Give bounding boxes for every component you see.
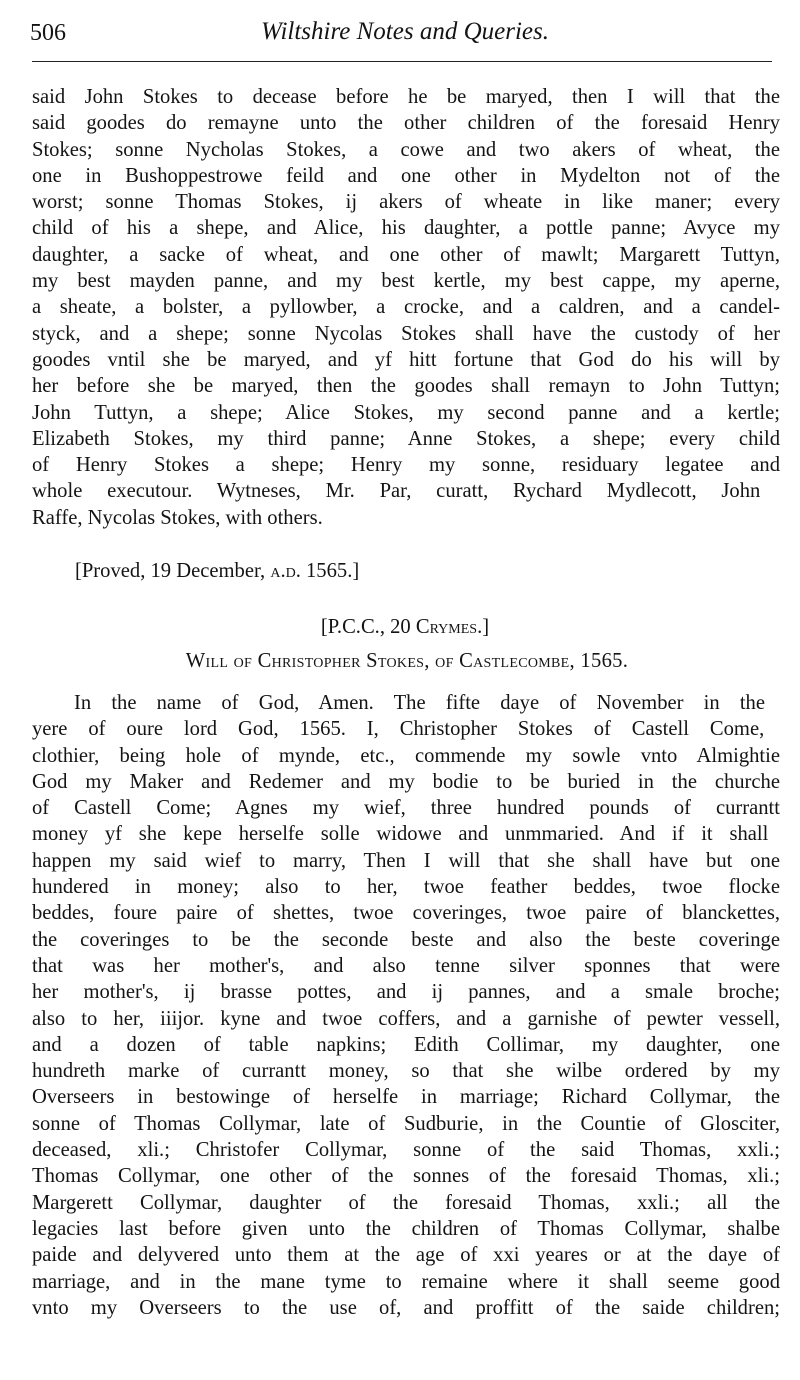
text-line: yere of oure lord God, 1565. I, Christopher Stokes of Castell Come, — [32, 718, 765, 741]
text-line: worst; sonne Thomas Stokes, ij akers of wheate in like maner; every — [32, 191, 780, 214]
text-line: John Tuttyn, a shepe; Alice Stokes, my second panne and a kertle; — [32, 401, 780, 424]
text-line: beddes, foure paire of shettes, twoe coveringes, twoe paire of blanckettes, — [32, 902, 780, 925]
page-number: 506 — [30, 20, 66, 46]
text-line: one in Bushoppestrowe feild and one other in Mydelton not of the — [32, 164, 780, 187]
text-line: said goodes do remayne unto the other children of the foresaid Henry — [32, 112, 780, 135]
court-reference — [0, 614, 800, 640]
text-line: God my Maker and Redemer and my bodie to be buried in the churche — [32, 770, 780, 793]
text-line: vnto my Overseers to the use of, and proffitt of the saide children; — [32, 1296, 780, 1319]
proved-suffix: 1565.] — [300, 560, 360, 582]
reference-text: [P.C.C., 20 Crymes.] — [320, 616, 490, 638]
text-line: the coveringes to be the seconde beste and also the beste coveringe — [32, 928, 780, 951]
text-line: of Castell Come; Agnes my wief, three hundred pounds of currantt — [32, 797, 780, 820]
text-line: deceased, xli.; Christofer Collymar, sonne of the said Thomas, xxli.; — [32, 1139, 780, 1162]
running-title: Wiltshire Notes and Queries. — [261, 18, 549, 45]
text-line: her mother's, ij brasse pottes, and ij pannes, and a smale broche; — [32, 981, 780, 1004]
proved-note — [75, 558, 359, 584]
text-line: Thomas Collymar, one other of the sonnes of the foresaid Thomas, xli.; — [32, 1165, 780, 1188]
text-line: a sheate, a bolster, a pyllowber, a crocke, and a caldren, and a candel- — [32, 296, 780, 319]
text-line: of Henry Stokes a shepe; Henry my sonne, residuary legatee and — [32, 454, 780, 477]
will-two-text — [32, 690, 780, 1321]
text-line: hundreth marke of currantt money, so that she wilbe ordered by my — [32, 1060, 780, 1083]
header-rule — [32, 61, 772, 62]
text-line: child of his a shepe, and Alice, his daughter, a pottle panne; Avyce my — [32, 217, 780, 240]
text-line: Overseers in bestowinge of herselfe in marriage; Richard Collymar, the — [32, 1086, 780, 1109]
text-line: hundered in money; also to her, twoe feather beddes, twoe flocke — [32, 876, 780, 899]
text-line: my best mayden panne, and my best kertle, my best cappe, my aperne, — [32, 270, 780, 293]
proved-prefix: [Proved, 19 December, — [75, 560, 271, 582]
text-line: clothier, being hole of mynde, etc., commende my sowle vnto Almightie — [32, 744, 780, 767]
text-line: goodes vntil she be maryed, and yf hitt fortune that God do his will by — [32, 348, 780, 371]
text-line: In the name of God, Amen. The fifte daye of November in the — [74, 692, 765, 714]
text-line: her before she be maryed, then the goodes shall remayn to John Tuttyn; — [32, 375, 780, 398]
text-line: whole executour. Wytneses, Mr. Par, curatt, Rychard Mydlecott, John — [32, 480, 761, 503]
proved-era: a.d. — [270, 560, 301, 582]
text-line: styck, and a shepe; sonne Nycolas Stokes shall have the custody of her — [32, 322, 780, 345]
will-one-text — [32, 84, 780, 531]
text-line: and a dozen of table napkins; Edith Collimar, my daughter, one — [32, 1033, 780, 1056]
text-line: paide and delyvered unto them at the age of xxi yeares or at the daye of — [32, 1244, 780, 1267]
text-line: said John Stokes to decease before he be maryed, then I will that the — [32, 86, 780, 108]
text-line: Elizabeth Stokes, my third panne; Anne Stokes, a shepe; every child — [32, 427, 780, 450]
text-line: Stokes; sonne Nycholas Stokes, a cowe and two akers of wheat, the — [32, 138, 780, 161]
text-line: happen my said wief to marry, Then I will that she shall have but one — [32, 849, 780, 872]
text-line: money yf she kepe herselfe solle widowe and unmmaried. And if it shall — [32, 823, 769, 846]
text-line: marriage, and in the mane tyme to remaine where it shall seeme good — [32, 1270, 780, 1293]
text-line: Raffe, Nycolas Stokes, with others. — [32, 506, 323, 529]
text-line: that was her mother's, and also tenne silver sponnes that were — [32, 954, 780, 977]
text-line: daughter, a sacke of wheat, and one other of mawlt; Margarett Tuttyn, — [32, 243, 780, 266]
will-title: Will of Christopher Stokes, of Castlecombe, 1565. — [185, 650, 629, 672]
text-line: sonne of Thomas Collymar, late of Sudburie, in the Countie of Glosciter, — [32, 1112, 780, 1135]
text-line: Margerett Collymar, daughter of the foresaid Thomas, xxli.; all the — [32, 1191, 780, 1214]
text-line: also to her, iiijor. kyne and twoe coffers, and a garnishe of pewter vessell, — [32, 1007, 780, 1030]
text-line: legacies last before given unto the children of Thomas Collymar, shalbe — [32, 1217, 780, 1240]
